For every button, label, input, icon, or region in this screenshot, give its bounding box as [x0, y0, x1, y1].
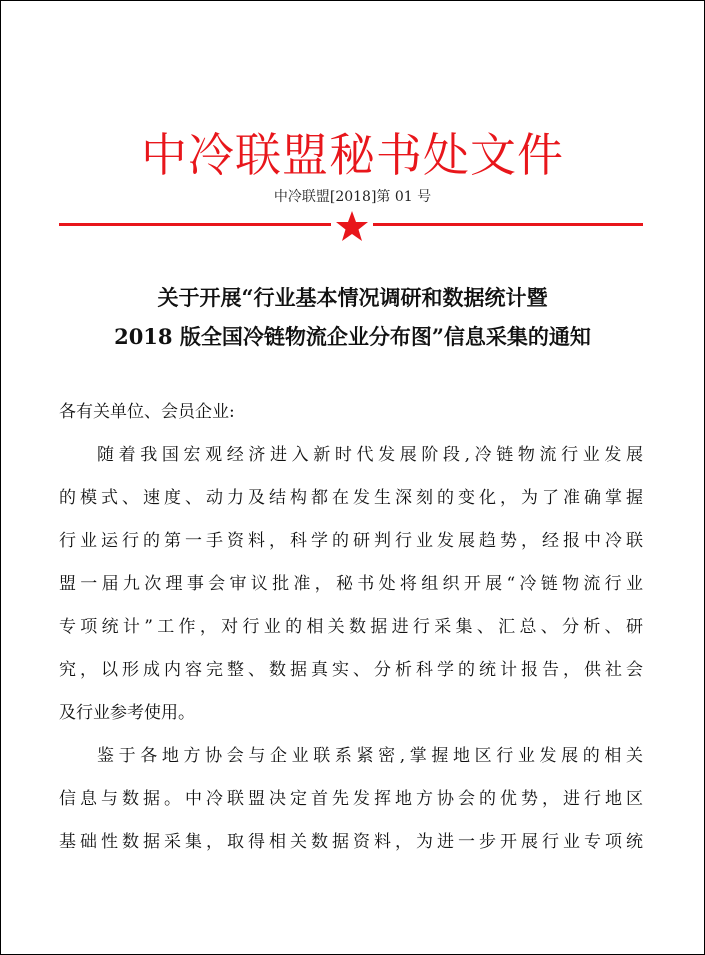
paragraph-2-line-1: 鉴于各地方协会与企业联系紧密,掌握地区行业发展的相关	[97, 746, 643, 766]
salutation: 各有关单位、会员企业:	[59, 402, 235, 422]
paragraph-1-line-2: 的模式、速度、动力及结构都在发生深刻的变化，为了准确掌握	[59, 488, 643, 508]
paragraph-1-line-7: 及行业参考使用。	[59, 703, 195, 723]
paragraph-1-line-3: 行业运行的第一手资料，科学的研判行业发展趋势，经报中冷联	[59, 531, 643, 551]
document-header-title: 中冷联盟秘书处文件	[141, 128, 564, 182]
red-divider-right	[373, 223, 643, 226]
notice-title-line-2: 2018 版全国冷链物流企业分布图”信息采集的通知	[114, 324, 591, 349]
red-star-icon	[335, 210, 369, 242]
paragraph-2-line-2: 信息与数据。中冷联盟决定首先发挥地方协会的优势，进行地区	[59, 789, 643, 809]
paragraph-1-line-4: 盟一届九次理事会审议批准，秘书处将组织开展“冷链物流行业	[59, 574, 643, 594]
notice-title-line-1: 关于开展“行业基本情况调研和数据统计暨	[157, 285, 548, 310]
paragraph-1-line-5: 专项统计”工作，对行业的相关数据进行采集、汇总、分析、研	[59, 617, 643, 637]
red-divider-left	[59, 223, 331, 226]
paragraph-1-line-6: 究，以形成内容完整、数据真实、分析科学的统计报告，供社会	[59, 660, 643, 680]
paragraph-1-line-1: 随着我国宏观经济进入新时代发展阶段,冷链物流行业发展	[97, 445, 643, 465]
paragraph-2-line-3: 基础性数据采集，取得相关数据资料，为进一步开展行业专项统	[59, 832, 643, 852]
document-number: 中冷联盟[2018]第 01 号	[273, 189, 432, 205]
